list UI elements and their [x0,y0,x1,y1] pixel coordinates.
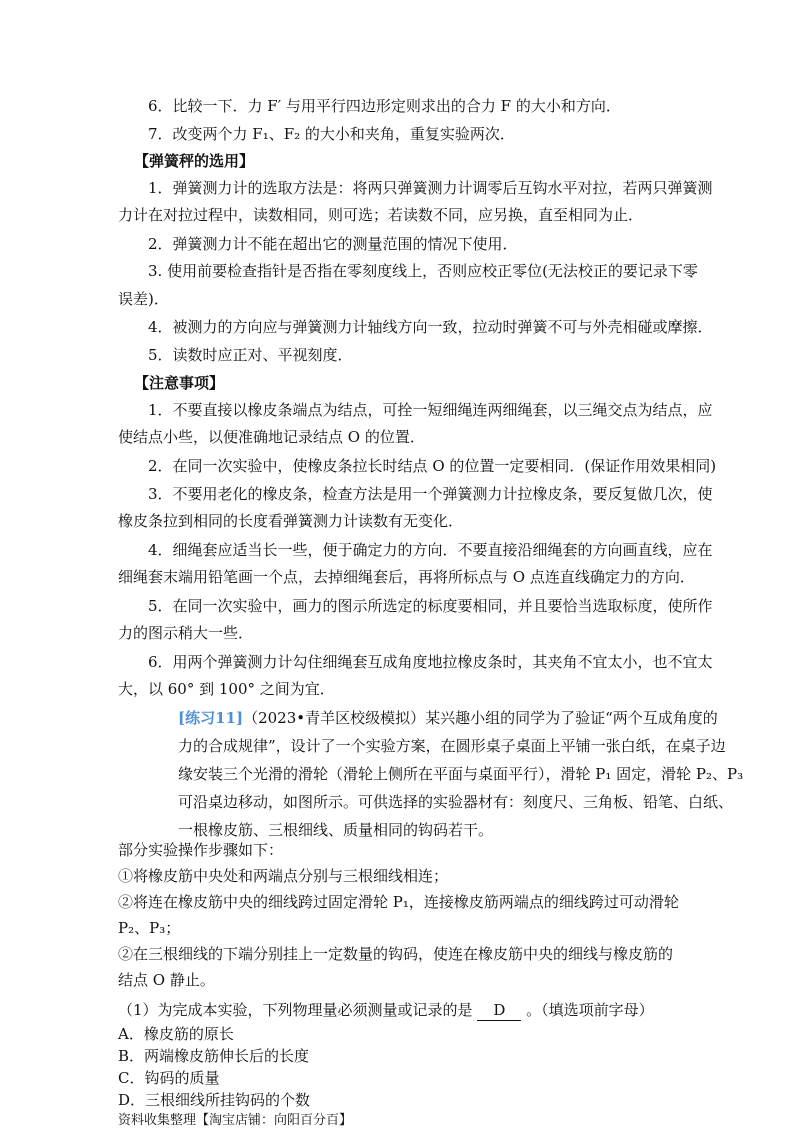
spring-item-1-line-1: 1．弹簧测力计的选取方法是：将两只弹簧测力计调零后互钩水平对拉，若两只弹簧测 [148,179,713,197]
question-1-answer: D [477,1000,521,1021]
question-1-suffix: 。（填选项前字母） [526,1001,654,1019]
note-2: 2．在同一次实验中，使橡皮条拉长时结点 O 的位置一定要相同．(保证作用效果相同) [148,457,717,475]
section-heading-notes: 【注意事项】 [134,374,225,392]
question-1-prefix: （1）为完成本实验，下列物理量必须测量或记录的是 [118,1001,473,1019]
note-6-line-2: 大，以 60° 到 100° 之间为宜． [118,680,335,698]
step-7: 7．改变两个力 F₁、F₂ 的大小和夹角，重复实验两次． [148,125,515,143]
spring-item-5: 5．读数时应正对、平视刻度． [148,346,353,364]
spring-item-1-line-2: 力计在对拉过程中，读数相同，则可选；若读数不同，应另换，直至相同为止． [118,206,644,224]
operations-heading: 部分实验操作步骤如下： [118,841,284,859]
option-a: A．橡皮筋的原长 [118,1025,234,1043]
exercise-line-5: 一根橡皮筋、三根细线、质量相同的钩码若干。 [178,821,494,839]
note-1-line-1: 1．不要直接以橡皮条端点为结点，可拴一短细绳连两细绳套，以三绳交点为结点，应 [148,401,713,419]
page-footer: 资料收集整理【淘宝店铺：向阳百分百】 [118,1113,353,1128]
option-d: D．三根细线所挂钩码的个数 [118,1091,311,1109]
operation-3-line-2: 结点 O 静止。 [118,971,215,989]
note-5-line-1: 5．在同一次实验中，画力的图示所选定的标度要相同，并且要恰当选取标度，使所作 [148,597,713,615]
exercise-line-3: 缘安装三个光滑的滑轮（滑轮上侧所在平面与桌面平行），滑轮 P₁ 固定，滑轮 P₂、P₃ [178,765,744,783]
operation-2-line-1: ②将连在橡皮筋中央的细线跨过固定滑轮 P₁，连接橡皮筋两端点的细线跨过可动滑轮 [118,893,679,911]
note-3-line-2: 橡皮条拉到相同的长度看弹簧测力计读数有无变化． [118,512,464,530]
note-3-line-1: 3．不要用老化的橡皮条，检查方法是用一个弹簧测力计拉橡皮条，要反复做几次，使 [148,485,713,503]
option-b: B．两端橡皮筋伸长后的长度 [118,1047,310,1065]
operation-2-line-2: P₂、P₃； [118,919,181,937]
step-6: 6．比较一下．力 F′ 与用平行四边形定则求出的合力 F 的大小和方向． [148,97,621,115]
option-c: C．钩码的质量 [118,1069,220,1087]
note-5-line-2: 力的图示稍大一些． [118,624,254,642]
note-6-line-1: 6．用两个弹簧测力计勾住细绳套互成角度地拉橡皮条时，其夹角不宜太小，也不宜太 [148,653,713,671]
exercise-tag: [练习11] [178,709,244,727]
note-1-line-2: 使结点小些，以便准确地记录结点 O 的位置． [118,428,425,446]
exercise-line-1 [178,708,718,728]
exercise-line-4: 可沿桌边移动，如图所示。可供选择的实验器材有：刻度尺、三角板、铅笔、白纸、 [178,793,734,811]
spring-item-3-line-1: 3. 使用前要检查指针是否指在零刻度线上，否则应校正零位(无法校正的要记录下零 [148,262,698,280]
operation-3-line-1: ②在三根细线的下端分别挂上一定数量的钩码，使连在橡皮筋中央的细线与橡皮筋的 [118,945,674,963]
spring-item-4: 4．被测力的方向应与弹簧测力计轴线方向一致，拉动时弹簧不可与外壳相碰或摩擦． [148,318,713,336]
operation-1: ①将橡皮筋中央处和两端点分别与三根细线相连； [118,867,449,885]
note-4-line-2: 细绳套末端用铅笔画一个点，去掉细绳套后，再将所标点与 O 点连直线确定力的方向． [118,568,695,586]
question-1 [118,1000,654,1021]
exercise-line-1-text: （2023•青羊区校级模拟）某兴趣小组的同学为了验证“两个互成角度的 [243,709,718,727]
note-4-line-1: 4．细绳套应适当长一些，便于确定力的方向．不要直接沿细绳套的方向画直线，应在 [148,541,713,559]
section-heading-spring-selection: 【弹簧秤的选用】 [134,152,255,170]
spring-item-2: 2．弹簧测力计不能在超出它的测量范围的情况下使用． [148,235,518,253]
spring-item-3-line-2: 误差)． [118,290,169,308]
exercise-line-2: 力的合成规律”，设计了一个实验方案，在圆形桌子桌面上平铺一张白纸，在桌子边 [178,737,726,755]
